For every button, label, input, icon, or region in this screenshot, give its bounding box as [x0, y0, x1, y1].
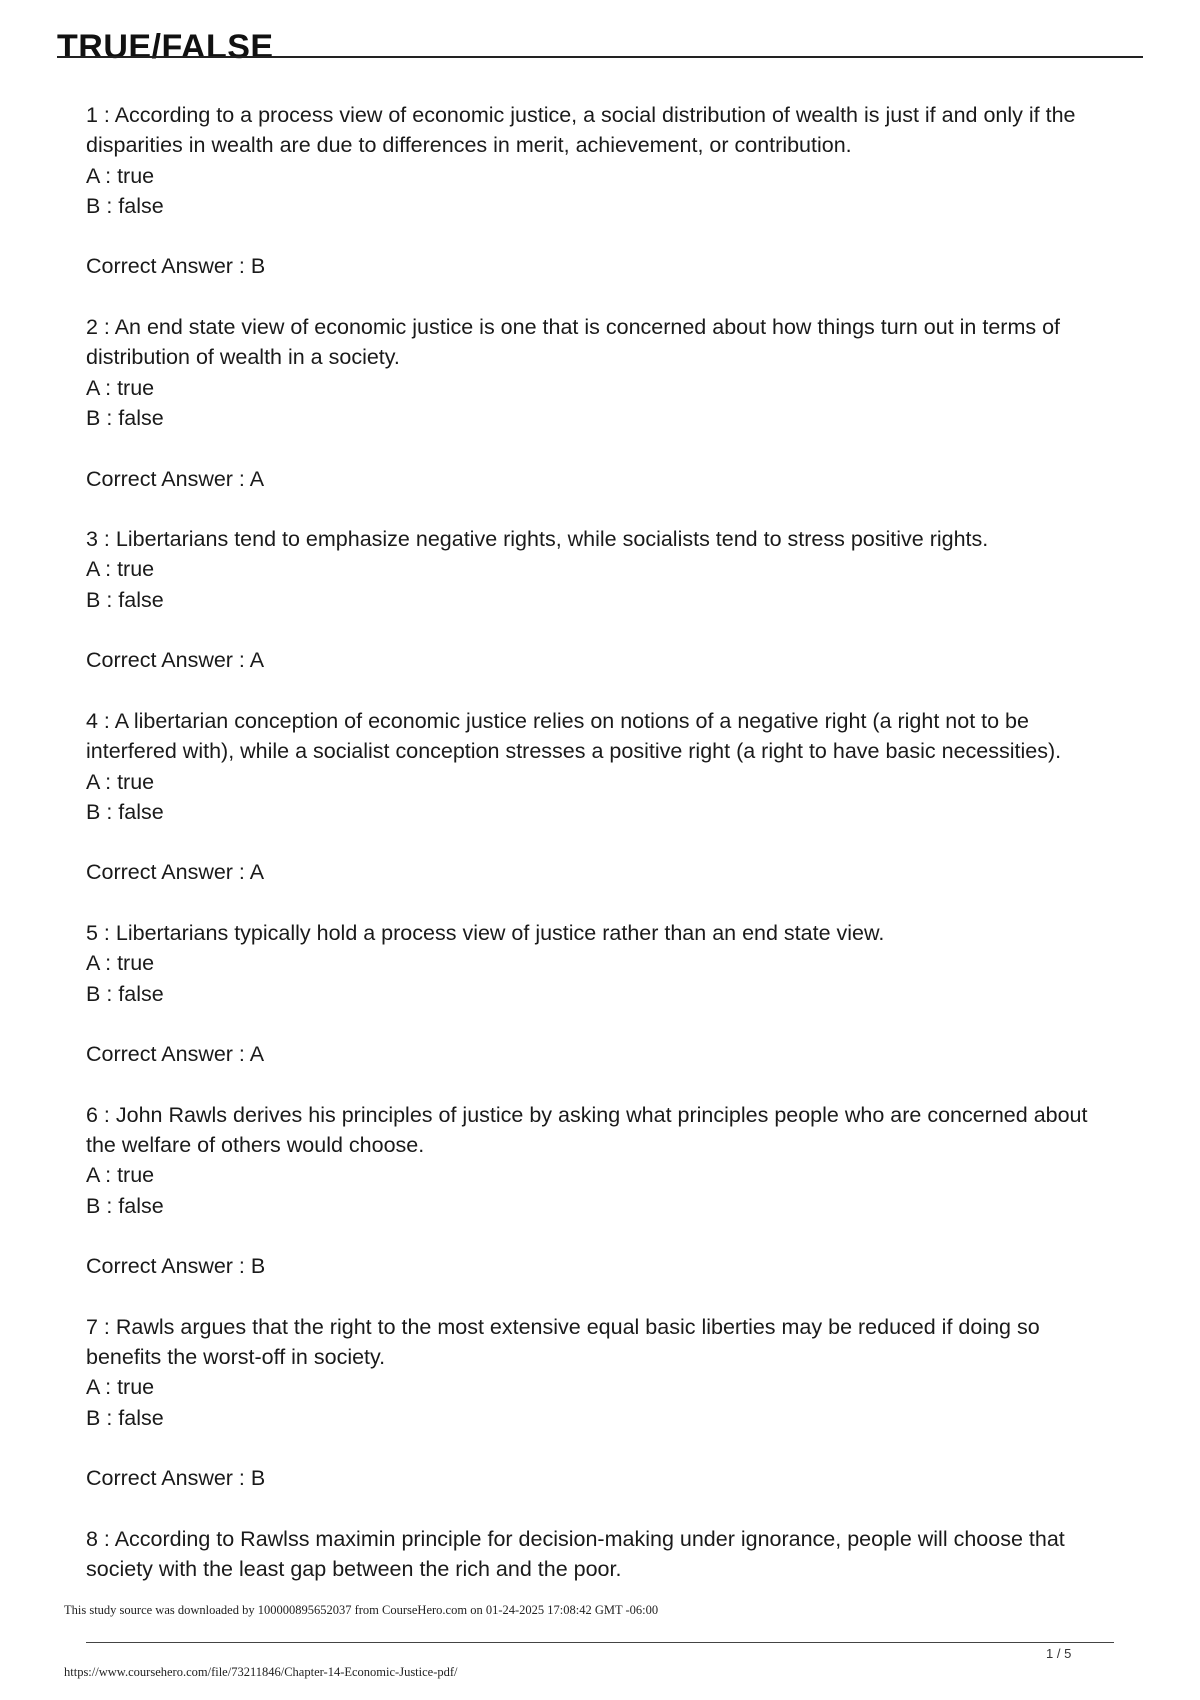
- correct-answer: Correct Answer : B: [86, 1466, 266, 1491]
- option-b: B : false: [86, 193, 164, 218]
- option-b: B : false: [86, 1193, 164, 1218]
- correct-answer: Correct Answer : A: [86, 860, 265, 885]
- question-stem: 7 : Rawls argues that the right to the most extensive equal basic liberties may be reduced if doing so benefits the worst-off in society.: [86, 1314, 1040, 1370]
- question-stem: 3 : Libertarians tend to emphasize negative rights, while socialists tend to stress positive rights.: [86, 527, 989, 552]
- question-stem: 1 : According to a process view of economic justice, a social distribution of wealth is just if and only if the disparities in wealth are due to differences in merit, achievement, or contribution.: [86, 103, 1076, 158]
- option-a: A : true: [86, 769, 155, 794]
- question-list: [86, 100, 1106, 1615]
- question-item: [86, 1524, 1106, 1585]
- heading-underline: [57, 56, 1143, 58]
- section-heading: TRUE/FALSE: [57, 28, 274, 66]
- source-url[interactable]: https://www.coursehero.com/file/73211846/Chapter-14-Economic-Justice-pdf/: [64, 1665, 458, 1679]
- option-a: A : true: [86, 951, 155, 976]
- option-b: B : false: [86, 1405, 164, 1430]
- question-stem: 5 : Libertarians typically hold a process view of justice rather than an end state view.: [86, 921, 885, 946]
- footer-divider: [86, 1642, 1114, 1643]
- correct-answer: Correct Answer : A: [86, 1042, 265, 1067]
- option-a: A : true: [86, 557, 155, 582]
- download-source-note: This study source was downloaded by 100000895652037 from CourseHero.com on 01-24-2025 17:08:42 GMT -06:00: [64, 1603, 659, 1617]
- option-b: B : false: [86, 799, 164, 824]
- question-stem: 6 : John Rawls derives his principles of justice by asking what principles people who are concerned about the welfare of others would choose.: [86, 1102, 1088, 1158]
- question-item: [86, 100, 1106, 282]
- option-a: A : true: [86, 1375, 155, 1400]
- question-stem: 2 : An end state view of economic justice is one that is concerned about how things turn out in terms of distribution of wealth in a society.: [86, 315, 1061, 370]
- option-b: B : false: [86, 405, 164, 430]
- correct-answer: Correct Answer : B: [86, 254, 266, 279]
- question-item: [86, 1312, 1106, 1494]
- question-item: [86, 1100, 1106, 1282]
- question-item: [86, 706, 1106, 888]
- correct-answer: Correct Answer : A: [86, 648, 265, 673]
- question-item: [86, 918, 1106, 1069]
- correct-answer: Correct Answer : A: [86, 466, 265, 491]
- option-a: A : true: [86, 1163, 155, 1188]
- option-a: A : true: [86, 163, 155, 188]
- question-item: [86, 312, 1106, 494]
- option-b: B : false: [86, 981, 164, 1006]
- option-a: A : true: [86, 375, 155, 400]
- page-number: 1 / 5: [1046, 1646, 1072, 1661]
- question-stem: 8 : According to Rawlss maximin principle for decision-making under ignorance, people will choose that society with the least gap between the rich and the poor.: [86, 1526, 1065, 1582]
- option-b: B : false: [86, 587, 164, 612]
- question-item: [86, 524, 1106, 675]
- question-stem: 4 : A libertarian conception of economic justice relies on notions of a negative right (a right not to be interfered with), while a socialist conception stresses a positive right (a right to have basic necessities).: [86, 708, 1062, 764]
- correct-answer: Correct Answer : B: [86, 1254, 266, 1279]
